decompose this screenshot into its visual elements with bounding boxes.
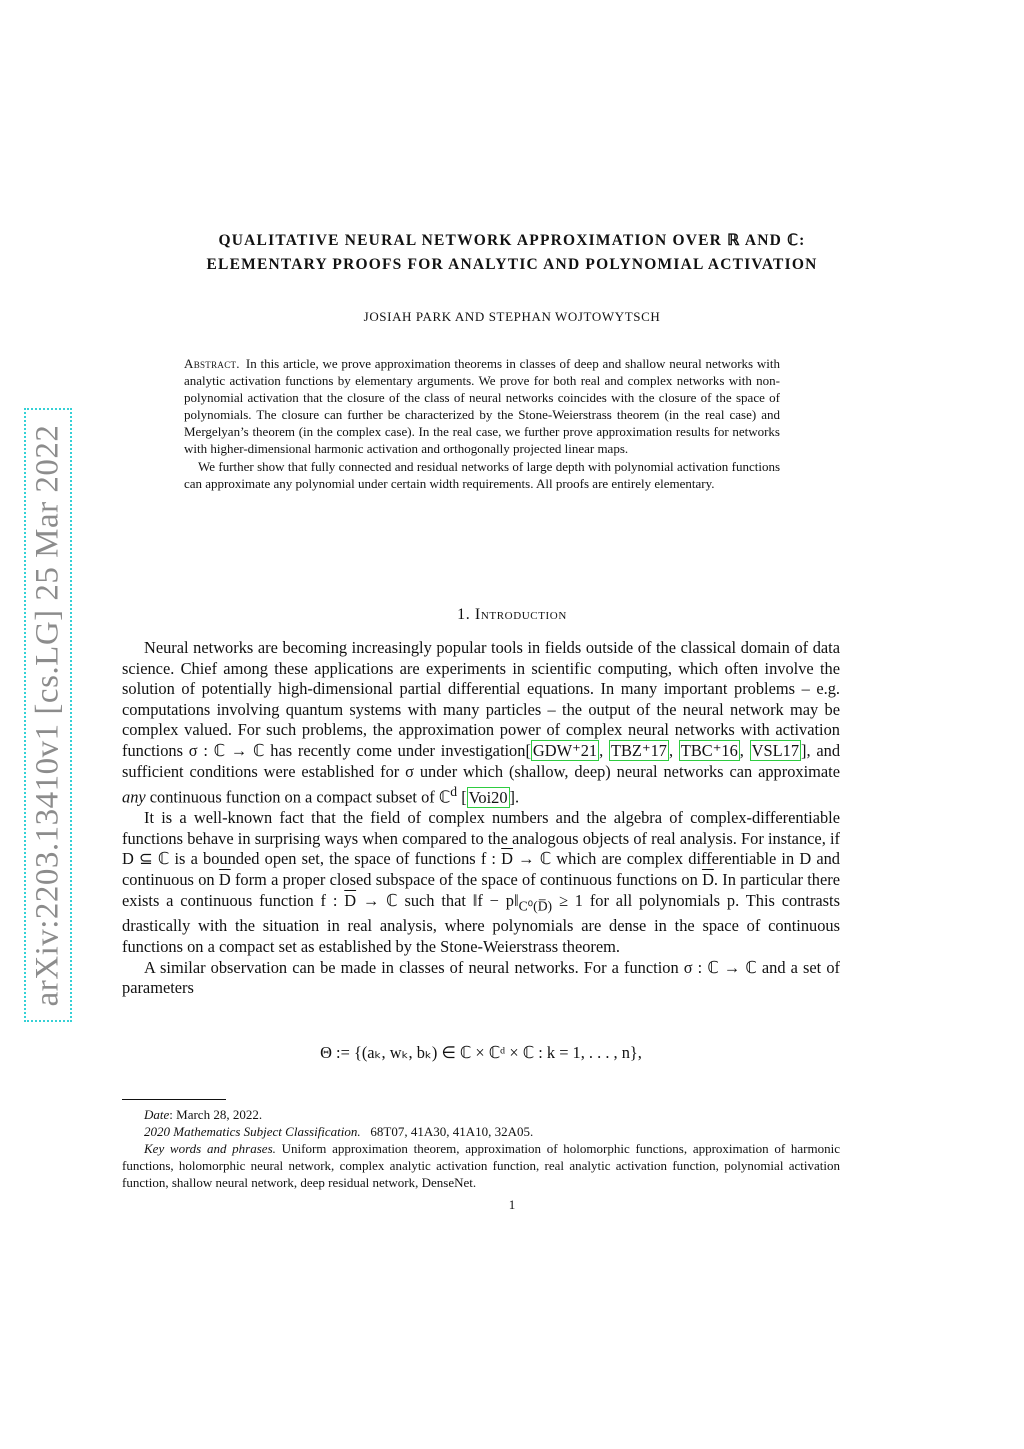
footnotes bbox=[122, 1106, 840, 1191]
title-line-2: ELEMENTARY PROOFS FOR ANALYTIC AND POLYNOMIAL ACTIVATION bbox=[206, 256, 818, 273]
closure-d: $\overline{D}$ bbox=[501, 849, 513, 869]
intro-paragraph-2 bbox=[122, 808, 840, 957]
footnote-msc bbox=[122, 1123, 840, 1140]
intro-p2-text-d: . In particular there exists a continuous function f : bbox=[122, 870, 840, 910]
citation-link[interactable]: Voi20 bbox=[468, 787, 508, 807]
arxiv-stamp bbox=[24, 408, 72, 1022]
page-number: 1 bbox=[508, 1197, 516, 1212]
intro-paragraph-3: A similar observation can be made in classes of neural networks. For a function σ : ℂ → ℂ and a set of parameters bbox=[122, 957, 840, 998]
section-number: 1. bbox=[457, 606, 471, 623]
date-label: Date bbox=[144, 1107, 170, 1122]
closure-d: $\overline{D}$ bbox=[702, 870, 714, 889]
intro-p1-text-b: , and sufficient conditions were established for σ under which (shallow, deep) neural networks can approximate bbox=[122, 740, 841, 781]
intro-paragraph-1: Neural networks are becoming increasingly popular tools in fields outside of the classical domain of data science. Chief among these applications are experiments in scientific computing, which often involve the solution of potentially high-dimensional partial differential equations. In many important problems – e.g. computations involving quantum systems with many particles – the output of the neural network may be complex valued. For such problems, the approximation power of complex neural networks with activation functions σ : ℂ → ℂ has recently come under investigation[ GDW⁺21 , TBZ⁺17 , TBC⁺16 , VSL17 ], and sufficient conditions were established for σ under which (shallow, deep) neural networks can approximate any continuous function on a compact subset of ℂ$^d$ [ Voi20 ]. bbox=[122, 638, 841, 807]
abstract-label: Abstract. bbox=[184, 356, 240, 371]
keywords-label: Key words and phrases. bbox=[144, 1141, 276, 1156]
section-heading bbox=[120, 606, 904, 624]
abstract-text-1: In this article, we prove approximation theorems in classes of deep and shallow neural networks with analytic activation functions by elementary arguments. We prove for both real and complex networks with non-polynomial activation that the closure of the class of neural networks coincides with the closure of the space of polynomials. The closure can further be characterized by the Stone-Weierstrass theorem (in the real case) and Mergelyan’s theorem (in the complex case). In the real case, we further prove approximation results for networks with higher-dimensional harmonic activation and orthogonally projected linear maps. bbox=[184, 356, 780, 457]
section-name: Introduction bbox=[474, 606, 567, 623]
msc-value: 68T07, 41A30, 41A10, 32A05. bbox=[370, 1124, 534, 1139]
intro-p1-emphasis: any bbox=[122, 787, 146, 807]
intro-p1-text-a: Neural networks are becoming increasingly popular tools in fields outside of the classical domain of data science. Chief among these applications are experiments in scientific computing, which often involve the solution of potentially high-dimensional partial differential equations. In many important problems – e.g. computations involving quantum systems with many particles – the output of the neural network may be complex valued. For such problems, the approximation power of complex neural networks with activation functions σ : ℂ → ℂ has recently come under investigation bbox=[122, 638, 840, 760]
citation-link[interactable]: GDW⁺21 bbox=[532, 740, 598, 760]
citation-link[interactable]: TBZ⁺17 bbox=[610, 740, 667, 760]
date-value: : March 28, 2022. bbox=[169, 1107, 263, 1122]
intro-p2-text-b: → ℂ which are complex differentiable in D and continuous on bbox=[122, 849, 840, 889]
citation-link[interactable]: VSL17 bbox=[751, 740, 800, 760]
intro-body bbox=[122, 638, 840, 999]
closure-d: $\overline{D}$ bbox=[218, 870, 231, 889]
keywords-value: Uniform approximation theorem, approximation of holomorphic functions, approximation of harmonic functions, holomorphic neural network, complex analytic activation function, real analytic activation function, polynomial activation function, shallow neural network, deep residual network, DenseNet. bbox=[122, 1141, 841, 1190]
abstract-paragraph-1 bbox=[184, 355, 780, 458]
abstract-paragraph-2: We further show that fully connected and residual networks of large depth with polynomial activation functions can approximate any polynomial under certain width requirements. All proofs are entirely elementary. bbox=[184, 458, 780, 491]
closure-d: $\overline{D}$ bbox=[344, 890, 357, 910]
intro-p2-text-a: It is a well-known fact that the field of complex numbers and the algebra of complex-differentiable functions behave in surprising ways when compared to the analogous objects of real analysis. For instance, if D ⊆ ℂ is a bounded open set, the space of functions f : bbox=[122, 808, 840, 869]
display-equation: Θ := {(aₖ, wₖ, bₖ) ∈ ℂ × ℂᵈ × ℂ : k = 1, . . . , n}, bbox=[320, 1043, 642, 1062]
intro-p1-text-c: continuous function on a compact subset of ℂ bbox=[145, 787, 451, 807]
footnote-rule bbox=[122, 1099, 226, 1100]
intro-p2-text-f: ≥ 1 for all polynomials p. This contrasts drastically with the situation in real analysis, where polynomials are dense in the space of continuous functions on a compact set as established by the Stone-Weierstrass theorem. bbox=[122, 890, 840, 957]
norm-subscript: C⁰(D̅) bbox=[518, 897, 553, 913]
intro-p1-superscript: d bbox=[450, 784, 458, 800]
citation-link[interactable]: TBC⁺16 bbox=[680, 740, 738, 760]
title-line-1: QUALITATIVE NEURAL NETWORK APPROXIMATION OVER ℝ AND ℂ: bbox=[218, 232, 806, 249]
arxiv-id: arXiv:2203.13410v1 [cs.LG] 25 Mar 2022 bbox=[29, 424, 66, 1006]
paper-title bbox=[120, 229, 904, 277]
footnote-date bbox=[122, 1106, 840, 1123]
abstract bbox=[184, 355, 780, 492]
authors: JOSIAH PARK AND STEPHAN WOJTOWYTSCH bbox=[363, 309, 661, 324]
intro-p2-text-c: form a proper closed subspace of the space of continuous functions on bbox=[230, 870, 703, 889]
msc-label: 2020 Mathematics Subject Classification. bbox=[144, 1124, 361, 1139]
footnote-keywords bbox=[122, 1140, 840, 1191]
intro-p2-text-e: → ℂ such that ‖f − p‖ bbox=[356, 890, 519, 910]
